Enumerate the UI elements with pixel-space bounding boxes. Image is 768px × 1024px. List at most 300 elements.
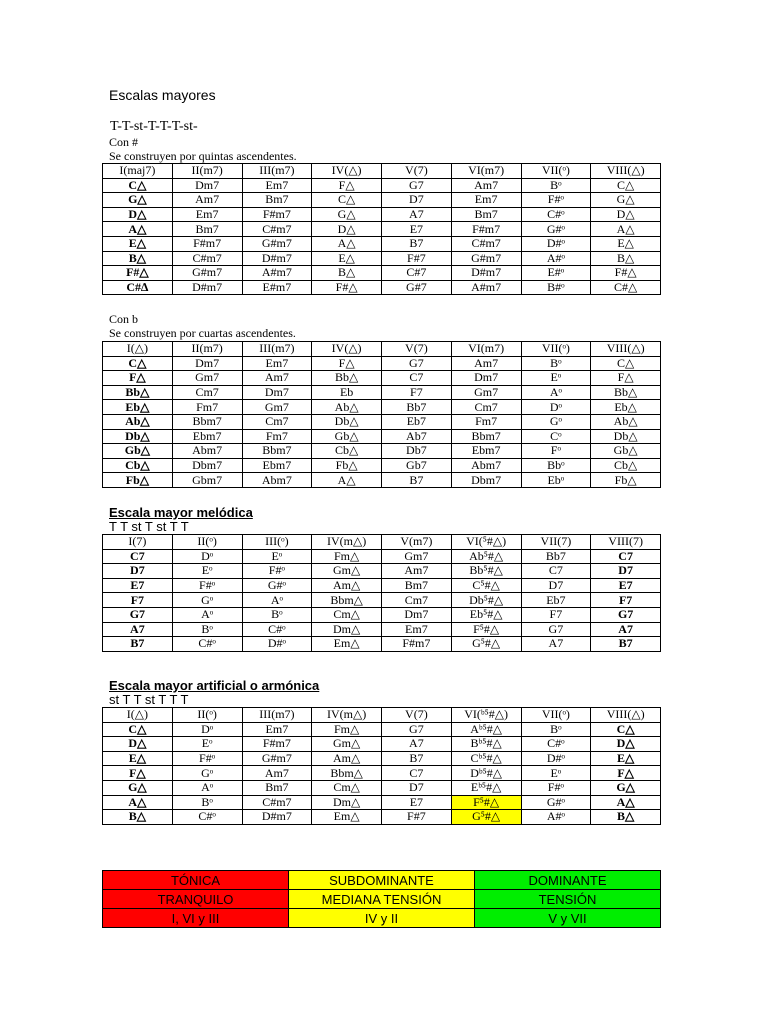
dominante-cell: DOMINANTE <box>475 871 661 890</box>
page-title: Escalas mayores <box>109 87 216 103</box>
chord-cell: Bm7 <box>242 193 312 208</box>
table-row <box>103 578 661 593</box>
chord-cell: Dᵇ⁵#△ <box>451 766 521 781</box>
chord-cell: A△ <box>591 222 661 237</box>
chord-cell: Em7 <box>242 722 312 737</box>
chord-cell: F#m7 <box>382 637 452 652</box>
chord-cell: Cm7 <box>451 400 521 415</box>
row-root-chord: F△ <box>103 766 173 781</box>
row-root-chord: C7 <box>103 549 173 564</box>
subdominante-cell: SUBDOMINANTE <box>289 871 475 890</box>
chord-cell: G△ <box>591 780 661 795</box>
column-header: VII(ᵒ) <box>521 342 591 357</box>
chord-cell: Bm7 <box>172 222 242 237</box>
chord-cell: C#ᵒ <box>521 207 591 222</box>
melodic-table <box>102 534 661 652</box>
column-header: V(7) <box>382 342 452 357</box>
chord-cell: Gᵒ <box>172 593 242 608</box>
chord-cell: G△ <box>312 207 382 222</box>
melodic-pattern: T T st T st T T <box>109 519 189 534</box>
chord-cell: Dbm7 <box>172 458 242 473</box>
chord-cell: Em△ <box>312 637 382 652</box>
chord-cell: E△ <box>591 751 661 766</box>
chord-cell: G7 <box>382 356 452 371</box>
chord-cell: Gm△ <box>312 737 382 752</box>
chord-cell: Gm△ <box>312 564 382 579</box>
row-root-chord: B△ <box>103 810 173 825</box>
chord-cell: B7 <box>382 751 452 766</box>
chord-cell: Db⁵#△ <box>451 593 521 608</box>
chord-cell: Eᵒ <box>242 549 312 564</box>
chord-cell: Cb△ <box>591 458 661 473</box>
chord-cell: D#m7 <box>451 266 521 281</box>
chord-cell: G7 <box>382 178 452 193</box>
column-header: VI(ᵇ⁵#△) <box>451 708 521 723</box>
chord-cell: Eᵒ <box>521 371 591 386</box>
table-header-row <box>103 708 661 723</box>
chord-cell: Gm7 <box>451 385 521 400</box>
table-row <box>103 251 661 266</box>
chord-cell: C#ᵒ <box>242 622 312 637</box>
row-root-chord: E7 <box>103 578 173 593</box>
table-row <box>103 780 661 795</box>
chord-cell: Bb△ <box>312 371 382 386</box>
chord-cell: A△ <box>591 795 661 810</box>
row-root-chord: Cb△ <box>103 458 173 473</box>
chord-cell: D7 <box>591 564 661 579</box>
row-root-chord: E△ <box>103 751 173 766</box>
chord-cell: C⁵#△ <box>451 578 521 593</box>
table-row <box>103 193 661 208</box>
chord-cell: F#ᵒ <box>242 564 312 579</box>
chord-cell: Gᵒ <box>521 414 591 429</box>
column-header: VII(7) <box>521 535 591 550</box>
sharp-keys-table <box>102 163 661 295</box>
chord-cell: Gm7 <box>242 400 312 415</box>
chord-cell: E#ᵒ <box>521 266 591 281</box>
chord-cell: Bᵒ <box>521 722 591 737</box>
chord-cell: A7 <box>521 637 591 652</box>
melodic-heading: Escala mayor melódica <box>109 505 253 520</box>
chord-cell: Bb7 <box>521 549 591 564</box>
subdominante-character: MEDIANA TENSIÓN <box>289 890 475 909</box>
chord-cell: Fm7 <box>242 429 312 444</box>
table-row <box>103 593 661 608</box>
chord-cell: Ebm7 <box>451 444 521 459</box>
chord-cell: D7 <box>382 193 452 208</box>
harmonic-function-table <box>102 870 661 928</box>
chord-cell: Bᵇ⁵#△ <box>451 737 521 752</box>
row-root-chord: A△ <box>103 222 173 237</box>
chord-cell: Am7 <box>451 356 521 371</box>
chord-cell: F#ᵒ <box>172 751 242 766</box>
chord-cell: Bᵒ <box>172 622 242 637</box>
chord-cell: Fᵒ <box>521 444 591 459</box>
chord-cell: Cm7 <box>242 414 312 429</box>
chord-cell: Ebm7 <box>172 429 242 444</box>
chord-cell: D#ᵒ <box>521 751 591 766</box>
column-header: II(ᵒ) <box>172 535 242 550</box>
chord-cell: F#m7 <box>242 737 312 752</box>
chord-cell: Gbm7 <box>172 473 242 488</box>
column-header: II(m7) <box>172 164 242 179</box>
chord-cell: G7 <box>591 607 661 622</box>
chord-cell: Dm7 <box>382 607 452 622</box>
column-header: VI(m7) <box>451 164 521 179</box>
chord-cell: Gm7 <box>172 371 242 386</box>
chord-cell: Bᵒ <box>521 178 591 193</box>
chord-cell: F#ᵒ <box>172 578 242 593</box>
row-root-chord: D△ <box>103 737 173 752</box>
row-root-chord: D7 <box>103 564 173 579</box>
chord-cell: Gb△ <box>312 429 382 444</box>
chord-cell: Eb7 <box>521 593 591 608</box>
chord-cell: A#ᵒ <box>521 251 591 266</box>
chord-cell: E7 <box>382 222 452 237</box>
table-header-row <box>103 342 661 357</box>
table-row <box>103 458 661 473</box>
chord-cell: Gm7 <box>382 549 452 564</box>
major-scale-pattern: T-T-st-T-T-T-st- <box>110 119 198 134</box>
chord-cell: Eb⁵#△ <box>451 607 521 622</box>
chord-cell: C7 <box>591 549 661 564</box>
dominante-degrees: V y VII <box>475 909 661 928</box>
row-root-chord: Gb△ <box>103 444 173 459</box>
chord-cell: F#ᵒ <box>521 193 591 208</box>
chord-cell: Fm△ <box>312 549 382 564</box>
chord-cell: Ab7 <box>382 429 452 444</box>
chord-cell: B△ <box>591 810 661 825</box>
chord-cell: Dᵒ <box>172 549 242 564</box>
table-row <box>103 607 661 622</box>
table-row <box>103 810 661 825</box>
column-header: II(m7) <box>172 342 242 357</box>
chord-cell: F#ᵒ <box>521 780 591 795</box>
column-header: I(7) <box>103 535 173 550</box>
column-header: IV(m△) <box>312 535 382 550</box>
chord-cell: B7 <box>382 236 452 251</box>
table-row <box>103 266 661 281</box>
chord-cell: F⁵#△ <box>451 795 521 810</box>
row-root-chord: Ab△ <box>103 414 173 429</box>
chord-cell: B△ <box>591 251 661 266</box>
chord-cell: Aᵒ <box>242 593 312 608</box>
chord-cell: Am△ <box>312 751 382 766</box>
row-root-chord: Fb△ <box>103 473 173 488</box>
column-header: IV(△) <box>312 342 382 357</box>
chord-cell: Bᵒ <box>521 356 591 371</box>
chord-cell: Am7 <box>242 371 312 386</box>
dominante-character: TENSIÓN <box>475 890 661 909</box>
chord-cell: Cm△ <box>312 780 382 795</box>
table-row <box>103 356 661 371</box>
chord-cell: B7 <box>591 637 661 652</box>
table-row <box>103 280 661 295</box>
column-header: V(7) <box>382 164 452 179</box>
chord-cell: Bbm△ <box>312 593 382 608</box>
column-header: VI(m7) <box>451 342 521 357</box>
chord-cell: Bb△ <box>591 385 661 400</box>
column-header: IV(m△) <box>312 708 382 723</box>
table-row <box>103 737 661 752</box>
chord-cell: Gb7 <box>382 458 452 473</box>
subdominante-degrees: IV y II <box>289 909 475 928</box>
tonica-cell: TÓNICA <box>103 871 289 890</box>
column-header: V(7) <box>382 708 452 723</box>
chord-cell: G#m7 <box>242 751 312 766</box>
chord-cell: Am7 <box>382 564 452 579</box>
table-row <box>103 222 661 237</box>
chord-cell: Em7 <box>382 622 452 637</box>
column-header: III(ᵒ) <box>242 535 312 550</box>
harmonic-table <box>102 707 661 825</box>
chord-cell: C7 <box>382 766 452 781</box>
chord-cell: Bm7 <box>382 578 452 593</box>
flat-section-note: Se construyen por cuartas ascendentes. <box>109 326 296 340</box>
chord-cell: F△ <box>312 178 382 193</box>
chord-cell: Am△ <box>312 578 382 593</box>
row-root-chord: A△ <box>103 795 173 810</box>
row-root-chord: A7 <box>103 622 173 637</box>
chord-cell: F△ <box>591 371 661 386</box>
chord-cell: G⁵#△ <box>451 810 521 825</box>
chord-cell: Dm△ <box>312 795 382 810</box>
chord-cell: Cb△ <box>312 444 382 459</box>
chord-cell: F#7 <box>382 810 452 825</box>
chord-cell: Eᵒ <box>172 737 242 752</box>
chord-cell: F#△ <box>591 266 661 281</box>
chord-cell: G#m7 <box>451 251 521 266</box>
sharp-section-note: Se construyen por quintas ascendentes. <box>109 149 297 163</box>
chord-cell: Dm7 <box>172 178 242 193</box>
row-root-chord: C△ <box>103 178 173 193</box>
chord-cell: Am7 <box>172 193 242 208</box>
row-root-chord: C△ <box>103 356 173 371</box>
table-row <box>103 236 661 251</box>
chord-cell: Bbm7 <box>172 414 242 429</box>
chord-cell: Abm7 <box>451 458 521 473</box>
chord-cell: Ebm7 <box>242 458 312 473</box>
table-row <box>103 207 661 222</box>
chord-cell: G#ᵒ <box>242 578 312 593</box>
row-root-chord: Bb△ <box>103 385 173 400</box>
table-row <box>103 795 661 810</box>
column-header: VIII(△) <box>591 708 661 723</box>
chord-cell: Fb△ <box>591 473 661 488</box>
chord-cell: B△ <box>312 266 382 281</box>
chord-cell: Dᵒ <box>521 400 591 415</box>
chord-cell: Am7 <box>242 766 312 781</box>
chord-cell: Ebᵒ <box>521 473 591 488</box>
table-header-row <box>103 164 661 179</box>
chord-cell: A△ <box>312 236 382 251</box>
chord-cell: Bᵒ <box>242 607 312 622</box>
chord-cell: G#m7 <box>242 236 312 251</box>
chord-cell: G#m7 <box>172 266 242 281</box>
chord-cell: Am7 <box>451 178 521 193</box>
chord-cell: E△ <box>312 251 382 266</box>
chord-cell: Bbm7 <box>451 429 521 444</box>
chord-cell: Db△ <box>591 429 661 444</box>
chord-cell: D#ᵒ <box>521 236 591 251</box>
chord-cell: Ab△ <box>591 414 661 429</box>
column-header: III(m7) <box>242 708 312 723</box>
column-header: VIII(△) <box>591 342 661 357</box>
chord-cell: D△ <box>312 222 382 237</box>
column-header: VI(⁵#△) <box>451 535 521 550</box>
table-row <box>103 444 661 459</box>
chord-cell: A#m7 <box>242 266 312 281</box>
row-root-chord: B△ <box>103 251 173 266</box>
chord-cell: Bb⁵#△ <box>451 564 521 579</box>
flat-keys-table <box>102 341 661 488</box>
harmonic-pattern: st T T st T T T <box>109 692 189 707</box>
chord-cell: Bm7 <box>242 780 312 795</box>
chord-cell: D△ <box>591 207 661 222</box>
chord-cell: Em△ <box>312 810 382 825</box>
chord-cell: G#ᵒ <box>521 795 591 810</box>
chord-cell: C#m7 <box>242 795 312 810</box>
chord-cell: Eb <box>312 385 382 400</box>
column-header: III(m7) <box>242 164 312 179</box>
row-root-chord: F#△ <box>103 266 173 281</box>
chord-cell: Abm7 <box>242 473 312 488</box>
chord-cell: Bbm7 <box>242 444 312 459</box>
chord-cell: Dm7 <box>172 356 242 371</box>
row-root-chord: G7 <box>103 607 173 622</box>
table-row <box>103 414 661 429</box>
chord-cell: A7 <box>382 207 452 222</box>
chord-cell: Abm7 <box>172 444 242 459</box>
chord-cell: F#m7 <box>451 222 521 237</box>
chord-cell: Eb△ <box>591 400 661 415</box>
chord-cell: Eb7 <box>382 414 452 429</box>
chord-cell: C#ᵒ <box>172 810 242 825</box>
row-root-chord: G△ <box>103 780 173 795</box>
chord-cell: G#ᵒ <box>521 222 591 237</box>
chord-cell: C△ <box>591 178 661 193</box>
column-header: I(maj7) <box>103 164 173 179</box>
chord-cell: Bb7 <box>382 400 452 415</box>
chord-cell: C7 <box>521 564 591 579</box>
chord-cell: F⁵#△ <box>451 622 521 637</box>
chord-cell: F7 <box>521 607 591 622</box>
chord-cell: Bᵒ <box>172 795 242 810</box>
chord-cell: Bbm△ <box>312 766 382 781</box>
chord-cell: F#m7 <box>242 207 312 222</box>
column-header: III(m7) <box>242 342 312 357</box>
chord-cell: C△ <box>591 356 661 371</box>
chord-cell: Fm7 <box>451 414 521 429</box>
chord-cell: D#m7 <box>242 251 312 266</box>
chord-cell: F△ <box>591 766 661 781</box>
chord-cell: Fb△ <box>312 458 382 473</box>
chord-cell: Db△ <box>312 414 382 429</box>
chord-cell: E7 <box>382 795 452 810</box>
table-row <box>103 722 661 737</box>
chord-cell: Cᵒ <box>521 429 591 444</box>
chord-cell: A7 <box>382 737 452 752</box>
chord-cell: Fm△ <box>312 722 382 737</box>
row-root-chord: Eb△ <box>103 400 173 415</box>
chord-cell: D7 <box>521 578 591 593</box>
chord-cell: Gᵒ <box>172 766 242 781</box>
row-root-chord: C△ <box>103 722 173 737</box>
table-row <box>103 473 661 488</box>
table-row <box>103 564 661 579</box>
chord-cell: A#m7 <box>451 280 521 295</box>
chord-cell: A△ <box>312 473 382 488</box>
row-root-chord: Db△ <box>103 429 173 444</box>
chord-cell: Cᵇ⁵#△ <box>451 751 521 766</box>
chord-cell: D△ <box>591 737 661 752</box>
chord-cell: D#ᵒ <box>242 637 312 652</box>
chord-cell: Cm7 <box>382 593 452 608</box>
table-row <box>103 549 661 564</box>
chord-cell: Eᵒ <box>172 564 242 579</box>
harmonic-heading: Escala mayor artificial o armónica <box>109 678 320 693</box>
chord-cell: Aᵇ⁵#△ <box>451 722 521 737</box>
chord-cell: Aᵒ <box>521 385 591 400</box>
chord-cell: F7 <box>382 385 452 400</box>
chord-cell: A#ᵒ <box>521 810 591 825</box>
chord-cell: B#ᵒ <box>521 280 591 295</box>
chord-cell: Em7 <box>242 356 312 371</box>
chord-cell: D#m7 <box>172 280 242 295</box>
chord-cell: Gb△ <box>591 444 661 459</box>
chord-cell: C△ <box>312 193 382 208</box>
chord-cell: E△ <box>591 236 661 251</box>
chord-cell: C△ <box>591 722 661 737</box>
chord-cell: G△ <box>591 193 661 208</box>
chord-cell: C#7 <box>382 266 452 281</box>
chord-cell: C#ᵒ <box>521 737 591 752</box>
chord-cell: Dᵒ <box>172 722 242 737</box>
chord-cell: A7 <box>591 622 661 637</box>
chord-cell: Bm7 <box>451 207 521 222</box>
table-row <box>103 637 661 652</box>
chord-cell: C#m7 <box>451 236 521 251</box>
row-root-chord: F△ <box>103 371 173 386</box>
table-row <box>103 178 661 193</box>
chord-cell: G#7 <box>382 280 452 295</box>
chord-cell: Aᵒ <box>172 780 242 795</box>
chord-cell: Fm7 <box>172 400 242 415</box>
table-row <box>103 429 661 444</box>
chord-cell: F#△ <box>312 280 382 295</box>
chord-cell: Dm△ <box>312 622 382 637</box>
chord-cell: C#△ <box>591 280 661 295</box>
column-header: VIII(△) <box>591 164 661 179</box>
row-root-chord: B7 <box>103 637 173 652</box>
chord-cell: C7 <box>382 371 452 386</box>
chord-cell: F#m7 <box>172 236 242 251</box>
table-row <box>103 766 661 781</box>
column-header: VII(ᵒ) <box>521 164 591 179</box>
chord-cell: Cm△ <box>312 607 382 622</box>
row-root-chord: D△ <box>103 207 173 222</box>
chord-cell: G7 <box>521 622 591 637</box>
chord-cell: Dm7 <box>451 371 521 386</box>
table-row <box>103 751 661 766</box>
chord-cell: G7 <box>382 722 452 737</box>
sharp-section-label: Con # <box>109 135 139 149</box>
table-row <box>103 622 661 637</box>
chord-cell: F7 <box>591 593 661 608</box>
column-header: I(△) <box>103 342 173 357</box>
tonica-degrees: I, VI y III <box>103 909 289 928</box>
chord-cell: Dbm7 <box>451 473 521 488</box>
